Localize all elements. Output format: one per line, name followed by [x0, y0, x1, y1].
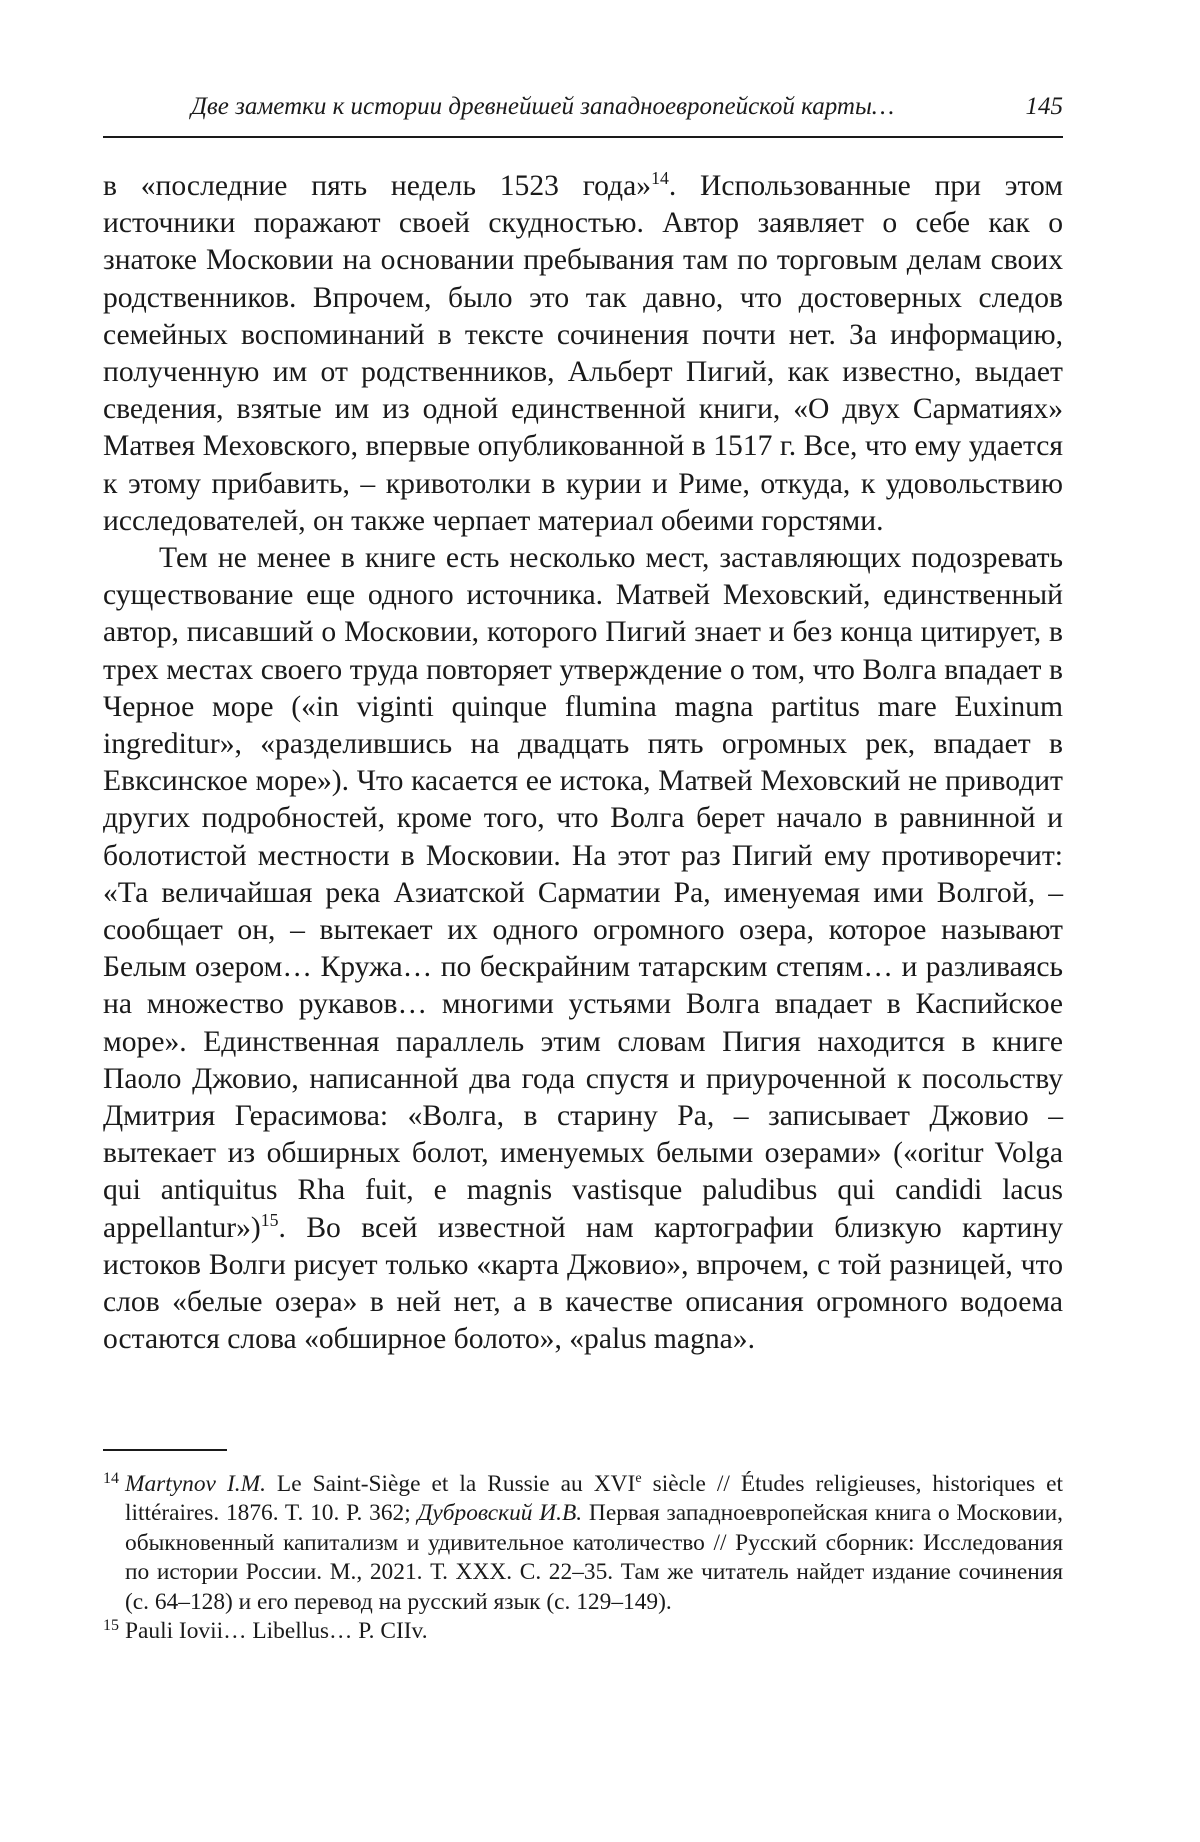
footnote-14-text-3: Первая западноевропейская книга о Московии, обыкновенный капитализм и удивительное католичество // Русский сборник: Исследования по истории России. М., 2021. Т. XXX. С. 22–35. Там же читатель найдет издание сочинения (с. 64–128) и его перевод на русский язык (с. 129–149). [125, 1500, 1063, 1614]
paragraph-2-text-b: . Во всей известной нам картографии близкую картину истоков Волги рисует только «карта Джовио», впрочем, с той разницей, что слов «белые озера» в ней нет, а в качестве описания огромного водоема остаются слова «обширное болото», «palus magna». [103, 1212, 1063, 1356]
footnote-15-text: Pauli Iovii… Libellus… P. CIIv. [125, 1618, 428, 1644]
footnote-14-mark: 14 [103, 1468, 119, 1490]
footnote-15 [103, 1617, 1063, 1646]
running-head-title: Две заметки к истории древнейшей западноевропейской карты… [191, 92, 894, 122]
footnote-rule [103, 1449, 227, 1451]
page-number: 145 [1026, 92, 1064, 122]
header-rule [103, 136, 1063, 138]
footnote-ref-15[interactable]: 15 [261, 1210, 279, 1230]
paragraph-2-text-a: Тем не менее в книге есть несколько мест, заставляющих подозревать существование еще одного источника. Матвей Меховский, единственный автор, писавший о Московии, которого Пигий знает и без конца цитирует, в трех местах своего труда повторяет утверждение о том, что Волга впадает в Черное море («in viginti quinque flumina magna partitus mare Euxinum ingreditur», «разделившись на двадцать пять огромных рек, впадает в Евксинское море»). Что касается ее истока, Матвей Меховский не приводит других подробностей, кроме того, что Волга берет начало в равнинной и болотистой местности в Московии. На этот раз Пигий ему противоречит: «Та величайшая река Азиатской Сарматии Ра, именуемая ими Волгой, – сообщает он, – вытекает их одного огромного озера, которое называют Белым озером… Кружа… по бескрайним татарским степям… и разливаясь на множество рукавов… многими устьями Волга впадает в Каспийское море». Единственная параллель этим словам Пигия находится в книге Паоло Джовио, написанной два года спустя и приуроченной к посольству Дмитрия Герасимова: «Волга, в старину Ра, – записывает Джовио – вытекает из обширных болот, именуемых белыми озерами» («oritur Volga qui antiquitus Rha fuit, e magnis vastisque paludibus qui candidi lacus appellantur») [103, 542, 1063, 1244]
footnote-14 [103, 1470, 1063, 1617]
footnote-ref-14[interactable]: 14 [651, 168, 669, 188]
footnotes [103, 1470, 1063, 1646]
paragraph-1-text-b: . Использованные при этом источники поражают своей скудностью. Автор заявляет о себе как о знатоке Московии на основании пребывания там по торговым делам своих родственников. Впрочем, было это так давно, что достоверных следов семейных воспоминаний в тексте сочинения почти нет. За информацию, полученную им от родственников, Альберт Пигий, как известно, выдает сведения, взятые им из одной единственной книги, «О двух Сарматиях» Матвея Меховского, впервые опубликованной в 1517 г. Все, что ему удается к этому прибавить, – кривотолки в курии и Риме, откуда, к удовольствию исследователей, он также черпает материал обеими горстями. [103, 170, 1063, 537]
footnote-15-mark: 15 [103, 1615, 119, 1637]
paragraph-1-text-a: в «последние пять недель 1523 года» [103, 170, 651, 202]
footnote-14-century-sup: e [635, 1470, 641, 1486]
paragraph-1 [103, 168, 1063, 540]
footnote-14-text-1: Le Saint-Siège et la Russie au XVI [266, 1471, 635, 1497]
main-text [103, 168, 1063, 1359]
footnote-14-author-1: Martynov I.M. [125, 1471, 266, 1497]
footnote-14-author-2: Дубровский И.В. [418, 1500, 583, 1526]
footnote-14-text-2: siècle // Études religieuses, historiques et littéraires. 1876. T. 10. P. 362; [125, 1471, 1063, 1526]
paragraph-2 [103, 540, 1063, 1358]
